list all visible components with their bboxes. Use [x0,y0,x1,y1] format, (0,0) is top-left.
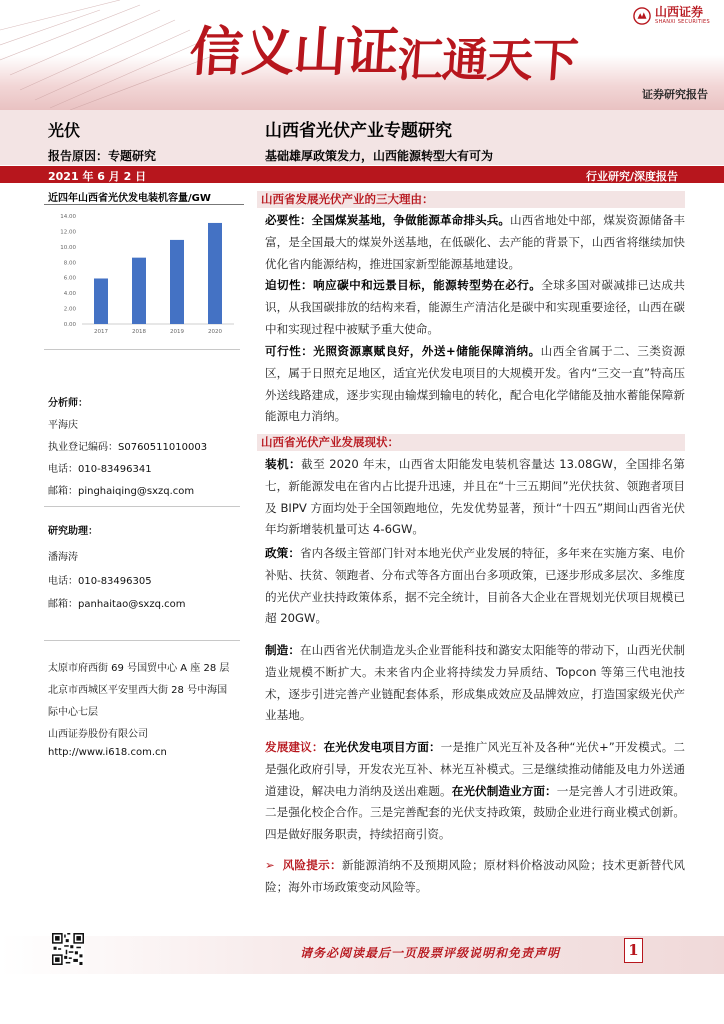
paragraph-necessity [265,210,685,275]
suggestions-lead: 发展建议： [265,740,324,754]
title-block [0,110,724,165]
company-logo [633,6,710,25]
arrow-bullet-icon: ➢ [265,858,275,872]
logo-icon [633,7,651,25]
divider [44,640,240,641]
paragraph-policy [265,543,685,630]
y-tick-label: 4.00 [63,291,76,298]
bar-2019 [170,240,184,324]
chart-title: 近四年山西省光伏发电装机容量/GW [48,193,211,204]
policy-lead: 政策： [265,546,301,560]
paragraph-capacity [265,454,685,541]
company-name: 山西证券股份有限公司 [48,729,148,740]
report-type: 证券研究报告 [642,88,708,101]
necessity-lead: 必要性：全国煤炭基地，争做能源革命排头兵。 [265,213,511,227]
industry-label: 光伏 [48,121,81,140]
report-reason: 报告原因：专题研究 [48,149,157,163]
section-heading-status: 山西省光伏产业发展现状： [257,434,685,451]
y-tick-label: 2.00 [63,306,76,313]
bar-2020 [208,223,222,324]
suggestions-generation-body: 一是推广风光互补及各种“光伏+”开发模式。二是强化政府引导，开发农光互补、林光互补模式。三是继续推动储能及电力外送通道建设，解决电力消纳及送出难题。 [265,740,685,798]
suggestions-generation-lead: 在光伏发电项目方面： [323,740,441,754]
slogan-part1: 信义山证 [187,21,400,83]
necessity-body: 山西省地处中部，煤炭资源储备丰富，是全国最大的煤炭外送基地，在低碳化、去产能的背景下，山西省将继续加快优化省内能源结构，推进国家新型能源基地建设。 [265,213,685,271]
risk-lead: 风险提示： [282,858,342,872]
assistant-email: 邮箱：panhaitao@sxzq.com [48,599,186,610]
assistant-name: 潘海涛 [48,552,78,563]
analyst-phone: 电话：010-83496341 [48,464,152,475]
x-tick-label: 2020 [208,329,222,335]
assistant-phone: 电话：010-83496305 [48,576,152,587]
capacity-lead: 装机： [265,457,302,471]
divider [44,349,240,350]
feasibility-lead: 可行性：光照资源禀赋良好，外送+储能保障消纳。 [265,344,541,358]
analyst-heading: 分析师： [48,398,88,409]
y-tick-label: 14.00 [60,214,76,220]
section-heading-reasons: 山西省发展光伏产业的三大理由： [257,191,685,208]
header-banner [0,0,724,110]
paragraph-feasibility [265,341,685,428]
y-tick-label: 12.00 [60,229,76,236]
bar-2017 [94,278,108,324]
slogan-part2: 汇通天下 [395,33,580,87]
x-tick-label: 2017 [94,329,108,335]
manufacturing-body: 在山西省光伏制造龙头企业晋能科技和潞安太阳能等的带动下，山西光伏制造业规模不断扩大。未来省内企业将持续发力异质结、Topcon 等第三代电池技术，逐步引进完善产业链配套体系，形成集成效应及品牌效应，打造国家级光伏产业基地。 [265,643,685,723]
contact-address-1: 太原市府西街 69 号国贸中心 A 座 28 层 [48,663,230,674]
x-tick-label: 2019 [170,329,184,335]
feasibility-body: 山西全省属于二、三类资源区，属于日照充足地区，适宜光伏发电项目的大规模开发。省内“三交一直”特高压外送线路建成，逐步实现由输煤到输电的转化，配合电化学储能及抽水蓄能保障新能源电力消纳。 [265,344,685,424]
urgency-body: 全球多国对碳减排已达成共识，从我国碳排放的结构来看，能源生产清洁化是碳中和实现重要途径，山西在碳中和实现过程中被赋予重大使命。 [265,278,685,336]
capacity-chart [44,206,244,346]
suggestions-manufacturing-body: 一是完善人才引进政策。二是强化校企合作。三是完善配套的光伏支持政策，鼓励企业进行商业模式创新。四是做好服务职责，持续招商引资。 [265,783,685,842]
x-tick-label: 2018 [132,329,146,335]
report-date: 2021 年 6 月 2 日 [48,170,147,183]
paragraph-risk [265,855,685,899]
risk-body: 新能源消纳不及预期风险；原材料价格波动风险；技术更新替代风险；海外市场政策变动风险等。 [265,858,685,894]
report-category: 行业研究/深度报告 [585,170,678,183]
y-tick-label: 10.00 [60,244,76,251]
suggestions-manufacturing-lead: 在光伏制造业方面： [451,783,557,798]
analyst-name: 平海庆 [48,420,78,431]
date-bar [0,166,724,183]
slogan [187,10,580,86]
y-tick-label: 0.00 [63,322,76,328]
contact-address-2: 北京市西城区平安里西大街 28 号中海国 [48,685,228,696]
contact-address-3: 际中心七层 [48,707,98,718]
analyst-license: 执业登记编码：S0760511010003 [48,442,208,453]
paragraph-suggestions [265,737,685,846]
assistant-heading: 研究助理： [48,526,98,537]
bar-2018 [132,258,146,324]
report-title: 山西省光伏产业专题研究 [265,121,452,141]
footer-disclaimer: 请务必阅读最后一页股票评级说明和免责声明 [300,946,561,960]
manufacturing-lead: 制造： [265,643,301,657]
logo-name: 山西证券 [655,5,704,19]
chart-svg [44,206,244,346]
y-tick-label: 6.00 [63,275,76,282]
company-website: http://www.i618.com.cn [48,747,167,758]
chart-title-rule [44,204,244,205]
policy-body: 省内各级主管部门针对本地光伏产业发展的特征，多年来在实施方案、电价补贴、扶贫、领跑者、分布式等各方面出台多项政策，已逐步形成多层次、多维度的光伏产业扶持政策体系，据不完全统计，目前各大企业在晋规划光伏项目规模已超 20GW。 [265,546,685,626]
capacity-body: 截至 2020 年末，山西省太阳能发电装机容量达 13.08GW，全国排名第七，新能源发电在省内占比提升迅速，并且在“十三五期间”光伏扶贫、领跑者项目及 BIPV 方面均处于全国领跑地位，先发优势显著，预计“十四五”期间山西省光伏年均新增装机量可达 4-6GW。 [265,457,685,537]
urgency-lead: 迫切性：响应碳中和远景目标，能源转型势在必行。 [265,278,542,292]
y-tick-label: 8.00 [63,260,76,267]
report-subtitle: 基础雄厚政策发力，山西能源转型大有可为 [265,149,494,163]
paragraph-urgency [265,275,685,340]
divider [44,506,240,507]
analyst-email: 邮箱：pinghaiqing@sxzq.com [48,486,195,497]
qr-code-icon [52,933,84,965]
paragraph-manufacturing [265,640,685,727]
page-number: 1 [624,938,643,963]
logo-english: SHANXI SECURITIES [655,19,710,25]
